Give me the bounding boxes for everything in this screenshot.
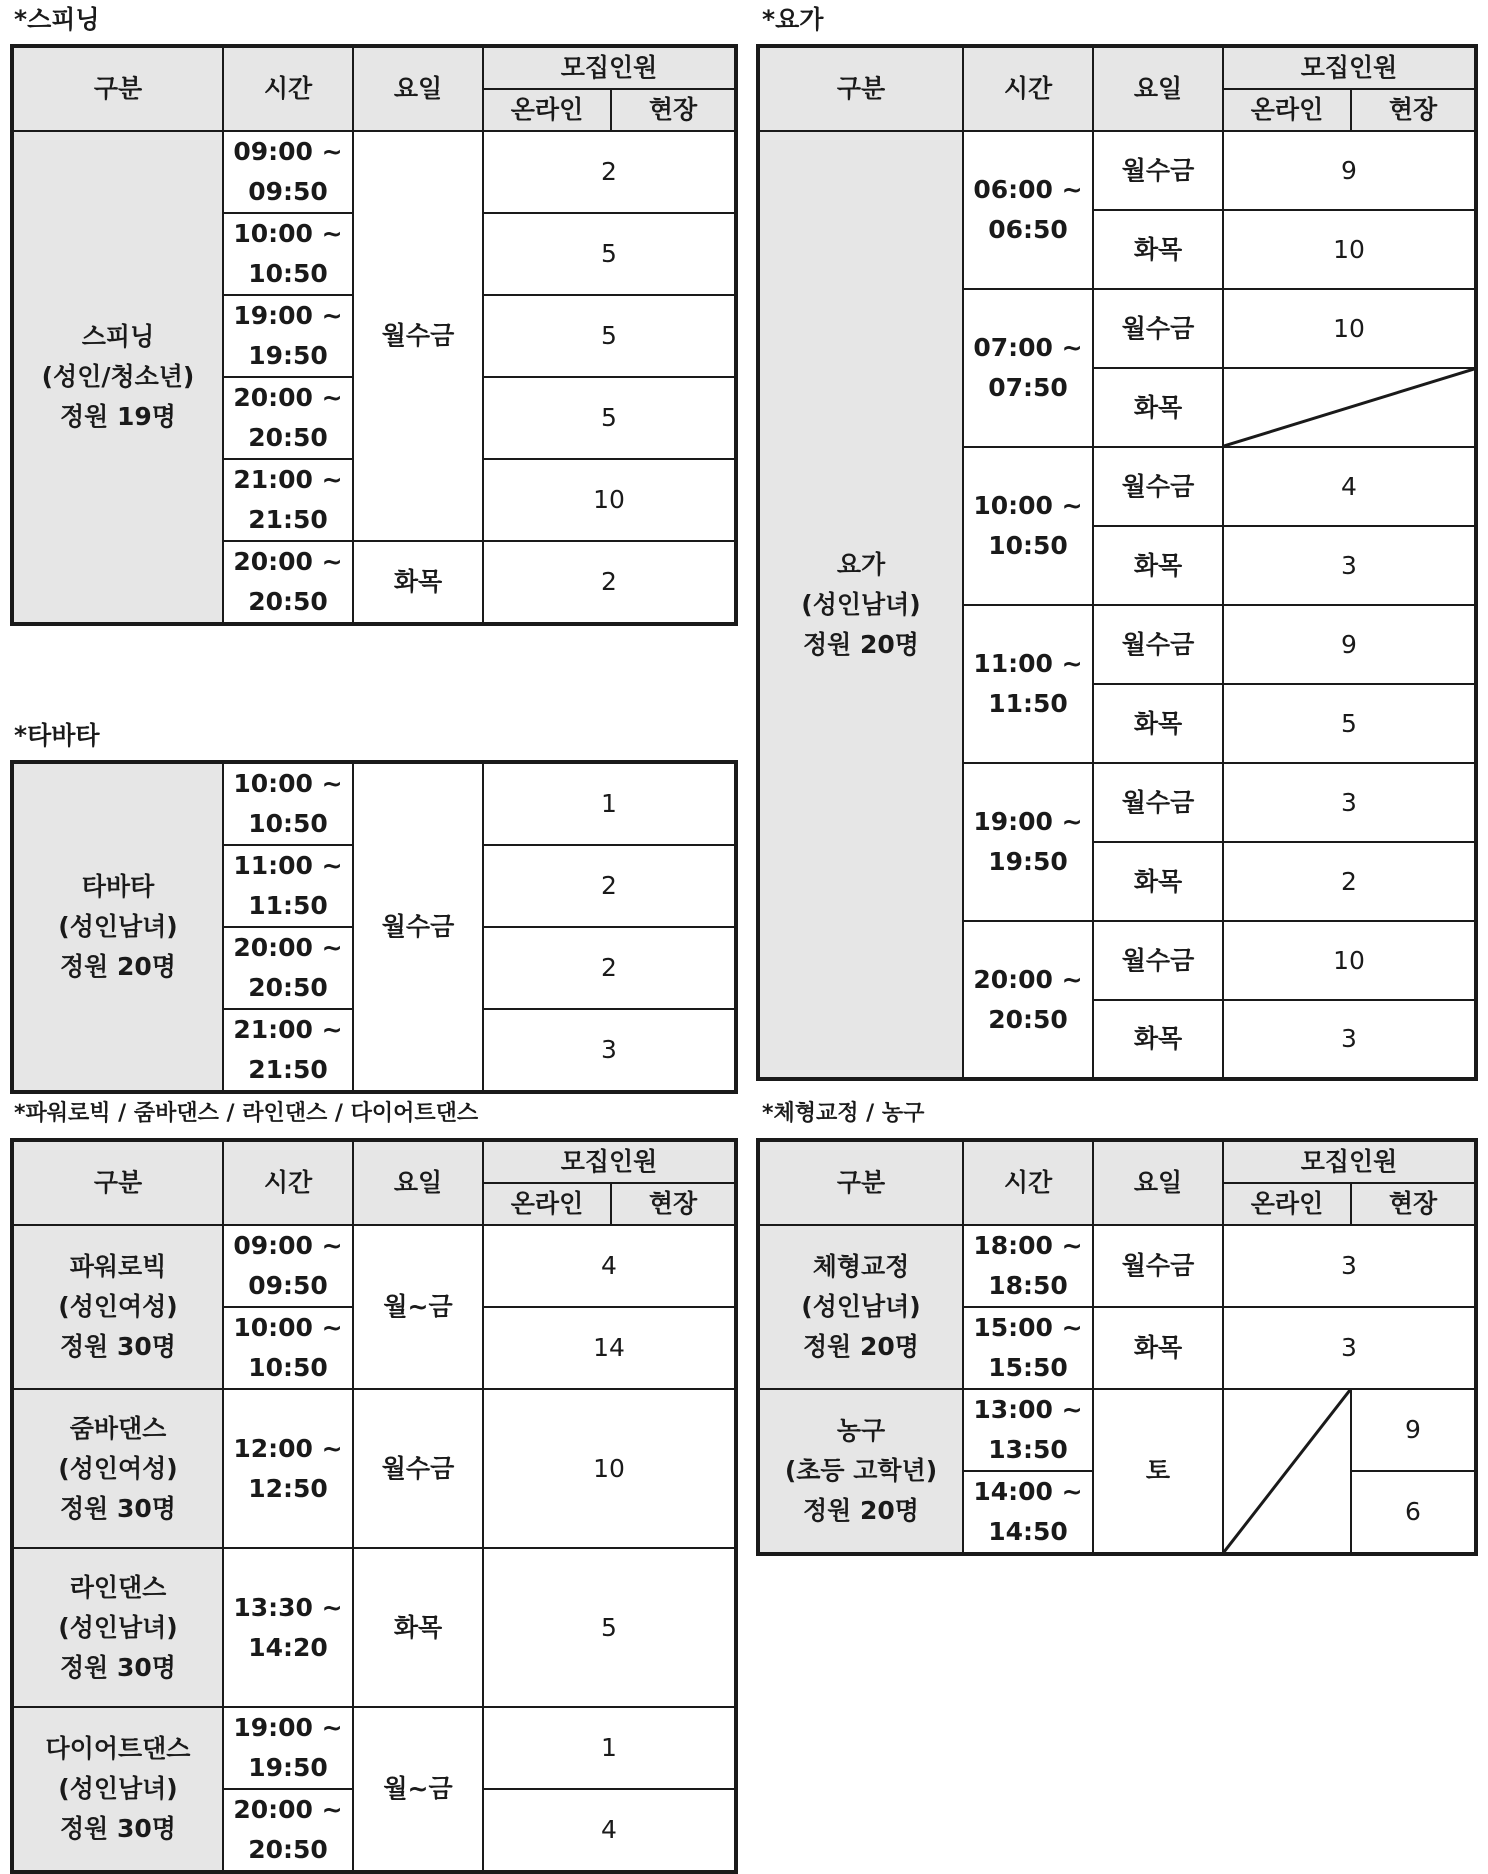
recruit-count: 3 [1223, 1225, 1476, 1307]
recruit-count: 3 [1223, 1000, 1476, 1079]
day-cell: 화목 [1093, 684, 1223, 763]
day-cell: 월수금 [353, 762, 483, 1092]
recruit-count: 10 [1223, 210, 1476, 289]
day-cell: 월~금 [353, 1225, 483, 1389]
spinning-table [10, 44, 738, 626]
header-time: 시간 [963, 1140, 1093, 1225]
category-name: 파워로빅 [69, 1252, 167, 1281]
dance-table [10, 1138, 738, 1874]
recruit-count: 1 [483, 1707, 736, 1789]
category-cell [12, 1225, 223, 1389]
category-target: (성인남녀) [58, 912, 178, 941]
header-time: 시간 [963, 46, 1093, 131]
tabata-section-title: *타바타 [14, 721, 100, 750]
category-capacity: 정원 20명 [803, 629, 919, 659]
day-cell: 토 [1093, 1389, 1223, 1554]
recruit-count: 1 [483, 762, 736, 845]
header-day: 요일 [1093, 46, 1223, 131]
day-cell: 화목 [1093, 210, 1223, 289]
onsite-count: 9 [1351, 1389, 1476, 1471]
category-target: (성인남녀) [58, 1612, 178, 1642]
body-section-title: *체형교정 / 농구 [762, 1101, 925, 1126]
time-cell: 20:00 ~ 20:50 [223, 541, 353, 624]
header-category: 구분 [758, 46, 963, 131]
category-target: (초등 고학년) [784, 1456, 938, 1485]
category-cell [12, 762, 223, 1092]
time-cell: 10:00 ~ 10:50 [223, 213, 353, 295]
header-time: 시간 [223, 1140, 353, 1225]
time-cell: 09:00 ~ 09:50 [223, 131, 353, 213]
category-capacity: 정원 30명 [60, 1493, 176, 1523]
category-capacity: 정원 30명 [60, 1814, 176, 1843]
time-cell: 21:00 ~ 21:50 [223, 1009, 353, 1092]
header-recruit: 모집인원 [483, 46, 736, 89]
time-cell: 14:00 ~ 14:50 [963, 1471, 1093, 1554]
header-online: 온라인 [483, 89, 611, 131]
category-name: 라인댄스 [69, 1572, 167, 1602]
category-name: 체형교정 [812, 1252, 910, 1281]
time-cell: 11:00 ~ 11:50 [223, 845, 353, 927]
category-cell [12, 1548, 223, 1707]
day-cell: 월수금 [1093, 921, 1223, 1000]
day-cell: 월수금 [1093, 447, 1223, 526]
day-cell: 월~금 [353, 1707, 483, 1872]
category-name: 스피닝 [81, 322, 155, 351]
category-cell [758, 131, 963, 1079]
category-target: (성인남녀) [58, 1774, 178, 1803]
day-cell: 화목 [1093, 842, 1223, 921]
time-cell: 10:00 ~ 10:50 [963, 447, 1093, 605]
recruit-count: 2 [1223, 842, 1476, 921]
category-cell [12, 1707, 223, 1872]
category-target: (성인/청소년) [41, 362, 195, 391]
time-cell: 13:30 ~ 14:20 [223, 1548, 353, 1707]
category-target: (성인남녀) [801, 589, 921, 619]
day-cell: 화목 [1093, 368, 1223, 447]
header-onsite: 현장 [1351, 89, 1476, 131]
time-cell: 10:00 ~ 10:50 [223, 762, 353, 845]
yoga-section-title: *요가 [762, 5, 824, 34]
day-cell: 월수금 [1093, 131, 1223, 210]
time-cell: 10:00 ~ 10:50 [223, 1307, 353, 1389]
recruit-count: 2 [483, 927, 736, 1009]
not-offered-cell [1223, 368, 1476, 447]
recruit-count: 10 [1223, 289, 1476, 368]
time-cell: 19:00 ~ 19:50 [223, 295, 353, 377]
header-online: 온라인 [1223, 1183, 1351, 1225]
onsite-count: 6 [1351, 1471, 1476, 1554]
header-day: 요일 [353, 1140, 483, 1225]
day-cell: 월수금 [1093, 289, 1223, 368]
recruit-count: 3 [1223, 526, 1476, 605]
recruit-count: 2 [483, 845, 736, 927]
recruit-count: 2 [483, 541, 736, 624]
day-cell: 화목 [1093, 1307, 1223, 1389]
category-target: (성인여성) [58, 1292, 178, 1321]
time-cell: 09:00 ~ 09:50 [223, 1225, 353, 1307]
recruit-count: 3 [483, 1009, 736, 1092]
time-cell: 06:00 ~ 06:50 [963, 131, 1093, 289]
time-cell: 13:00 ~ 13:50 [963, 1389, 1093, 1471]
header-online: 온라인 [483, 1183, 611, 1225]
time-cell: 19:00 ~ 19:50 [963, 763, 1093, 921]
category-target: (성인남녀) [801, 1292, 921, 1321]
header-onsite: 현장 [1351, 1183, 1476, 1225]
category-capacity: 정원 20명 [803, 1332, 919, 1361]
header-recruit: 모집인원 [483, 1140, 736, 1183]
body-table [756, 1138, 1478, 1556]
recruit-count: 4 [1223, 447, 1476, 526]
tabata-table [10, 760, 738, 1094]
time-cell: 12:00 ~ 12:50 [223, 1389, 353, 1548]
time-cell: 19:00 ~ 19:50 [223, 1707, 353, 1789]
header-day: 요일 [353, 46, 483, 131]
time-cell: 15:00 ~ 15:50 [963, 1307, 1093, 1389]
header-onsite: 현장 [611, 89, 736, 131]
recruit-count: 2 [483, 131, 736, 213]
recruit-count: 5 [483, 213, 736, 295]
time-cell: 11:00 ~ 11:50 [963, 605, 1093, 763]
time-cell: 07:00 ~ 07:50 [963, 289, 1093, 447]
recruit-count: 10 [1223, 921, 1476, 1000]
category-cell [758, 1389, 963, 1554]
category-capacity: 정원 20명 [803, 1496, 919, 1525]
category-capacity: 정원 19명 [60, 402, 176, 431]
header-day: 요일 [1093, 1140, 1223, 1225]
category-name: 농구 [836, 1416, 886, 1445]
category-cell [758, 1225, 963, 1389]
time-cell: 20:00 ~ 20:50 [223, 377, 353, 459]
category-capacity: 정원 30명 [60, 1652, 176, 1682]
day-cell: 월수금 [1093, 605, 1223, 684]
day-cell: 화목 [353, 541, 483, 624]
category-name: 줌바댄스 [69, 1413, 167, 1443]
header-time: 시간 [223, 46, 353, 131]
recruit-count: 14 [483, 1307, 736, 1389]
not-offered-cell [1223, 1389, 1351, 1554]
day-cell: 화목 [1093, 526, 1223, 605]
day-cell: 월수금 [1093, 763, 1223, 842]
category-name: 요가 [836, 549, 886, 579]
header-onsite: 현장 [611, 1183, 736, 1225]
header-category: 구분 [758, 1140, 963, 1225]
recruit-count: 10 [483, 1389, 736, 1548]
time-cell: 20:00 ~ 20:50 [963, 921, 1093, 1079]
recruit-count: 9 [1223, 131, 1476, 210]
diagonal-slash [1224, 1390, 1350, 1552]
recruit-count: 3 [1223, 1307, 1476, 1389]
recruit-count: 5 [483, 295, 736, 377]
day-cell: 화목 [1093, 1000, 1223, 1079]
header-online: 온라인 [1223, 89, 1351, 131]
category-name: 타바타 [81, 872, 155, 901]
category-capacity: 정원 30명 [60, 1332, 176, 1361]
recruit-count: 5 [483, 377, 736, 459]
recruit-count: 9 [1223, 605, 1476, 684]
recruit-count: 10 [483, 459, 736, 541]
recruit-count: 4 [483, 1225, 736, 1307]
category-capacity: 정원 20명 [60, 952, 176, 981]
spinning-section-title: *스피닝 [14, 5, 100, 34]
time-cell: 21:00 ~ 21:50 [223, 459, 353, 541]
time-cell: 20:00 ~ 20:50 [223, 927, 353, 1009]
header-recruit: 모집인원 [1223, 46, 1476, 89]
category-target: (성인여성) [58, 1453, 178, 1483]
category-cell [12, 1389, 223, 1548]
header-recruit: 모집인원 [1223, 1140, 1476, 1183]
recruit-count: 5 [1223, 684, 1476, 763]
header-category: 구분 [12, 46, 223, 131]
recruit-count: 5 [483, 1548, 736, 1707]
time-cell: 20:00 ~ 20:50 [223, 1789, 353, 1872]
header-category: 구분 [12, 1140, 223, 1225]
category-cell [12, 131, 223, 624]
day-cell: 월수금 [1093, 1225, 1223, 1307]
day-cell: 화목 [353, 1548, 483, 1707]
recruit-count: 4 [483, 1789, 736, 1872]
day-cell: 월수금 [353, 131, 483, 541]
time-cell: 18:00 ~ 18:50 [963, 1225, 1093, 1307]
dance-section-title: *파워로빅 / 줌바댄스 / 라인댄스 / 다이어트댄스 [14, 1101, 479, 1126]
yoga-table [756, 44, 1478, 1081]
diagonal-slash [1224, 369, 1474, 446]
category-name: 다이어트댄스 [45, 1734, 191, 1763]
recruit-count: 3 [1223, 763, 1476, 842]
day-cell: 월수금 [353, 1389, 483, 1548]
